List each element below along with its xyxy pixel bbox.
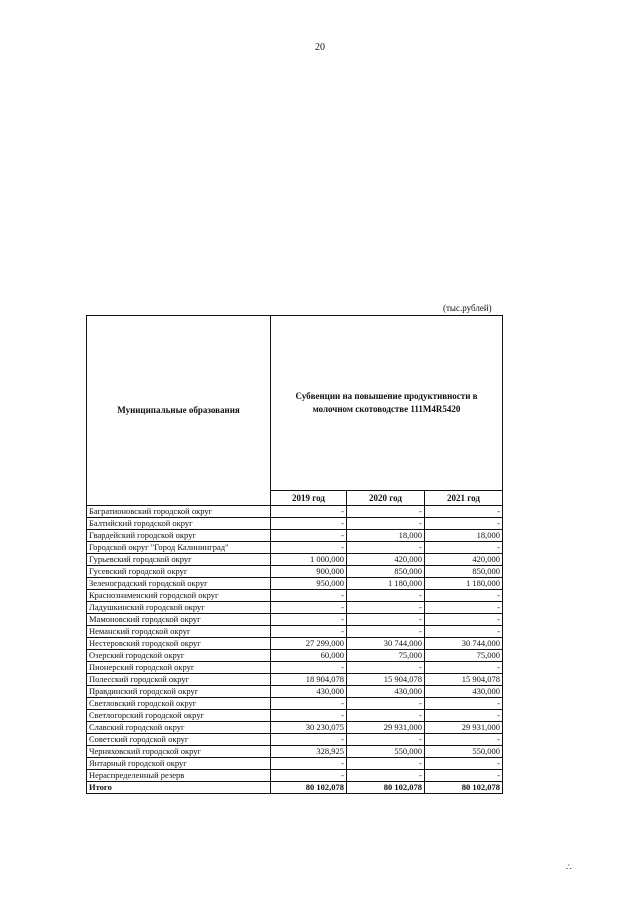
municipality-name: Гурьевский городской округ: [87, 554, 271, 566]
municipality-name: Краснознаменский городской округ: [87, 590, 271, 602]
municipality-name: Гусевский городской округ: [87, 566, 271, 578]
value-2019: 1 000,000: [271, 554, 347, 566]
value-2021: -: [425, 662, 503, 674]
value-2021: 75,000: [425, 650, 503, 662]
value-2020: -: [347, 698, 425, 710]
value-2019: -: [271, 626, 347, 638]
value-2021: -: [425, 710, 503, 722]
municipality-name: Балтийский городской округ: [87, 518, 271, 530]
value-2020: -: [347, 602, 425, 614]
value-2019: -: [271, 734, 347, 746]
table-row: [87, 734, 503, 746]
value-2020: 850,000: [347, 566, 425, 578]
table-row: [87, 710, 503, 722]
table-row: [87, 530, 503, 542]
value-2019: -: [271, 602, 347, 614]
municipality-name: Итого: [87, 782, 271, 794]
value-2020: 1 180,000: [347, 578, 425, 590]
value-2019: -: [271, 590, 347, 602]
value-2020: 430,000: [347, 686, 425, 698]
value-2020: -: [347, 626, 425, 638]
value-2019: -: [271, 530, 347, 542]
municipality-name: Янтарный городской округ: [87, 758, 271, 770]
value-2019: -: [271, 614, 347, 626]
municipality-name: Светлогорский городской округ: [87, 710, 271, 722]
page-number: 20: [315, 42, 325, 53]
municipality-name: Черняховский городской округ: [87, 746, 271, 758]
value-2020: 30 744,000: [347, 638, 425, 650]
value-2021: 550,000: [425, 746, 503, 758]
value-2019: -: [271, 770, 347, 782]
value-2020: 75,000: [347, 650, 425, 662]
municipality-name: Гвардейский городской округ: [87, 530, 271, 542]
value-2020: -: [347, 518, 425, 530]
municipality-name: Правдинский городской округ: [87, 686, 271, 698]
value-2019: 900,000: [271, 566, 347, 578]
value-2021: -: [425, 626, 503, 638]
value-2021: -: [425, 734, 503, 746]
value-2021: -: [425, 518, 503, 530]
table-row: [87, 686, 503, 698]
value-2021: -: [425, 770, 503, 782]
table-row: [87, 758, 503, 770]
header-subvention: Субвенции на повышение продуктивности в молочном скотоводстве 111М4R5420: [271, 316, 503, 491]
table-row: [87, 698, 503, 710]
value-2019: -: [271, 698, 347, 710]
value-2021: -: [425, 602, 503, 614]
value-2020: 15 904,078: [347, 674, 425, 686]
table-row: [87, 542, 503, 554]
value-2021: 30 744,000: [425, 638, 503, 650]
value-2019: 27 299,000: [271, 638, 347, 650]
table-row: [87, 626, 503, 638]
municipality-name: Пионерский городской округ: [87, 662, 271, 674]
value-2021: 80 102,078: [425, 782, 503, 794]
value-2019: -: [271, 506, 347, 518]
municipality-name: Советский городской округ: [87, 734, 271, 746]
municipality-name: Городской округ "Город Калининград": [87, 542, 271, 554]
value-2019: -: [271, 758, 347, 770]
value-2021: -: [425, 758, 503, 770]
table-row: [87, 590, 503, 602]
value-2019: 18 904,078: [271, 674, 347, 686]
municipality-name: Славский городской округ: [87, 722, 271, 734]
municipality-name: Багратионовский городской округ: [87, 506, 271, 518]
value-2021: 1 180,000: [425, 578, 503, 590]
municipality-name: Светловский городской округ: [87, 698, 271, 710]
value-2021: 15 904,078: [425, 674, 503, 686]
table-row: [87, 770, 503, 782]
table-header-row: [87, 316, 503, 491]
value-2021: -: [425, 506, 503, 518]
value-2019: 30 230,075: [271, 722, 347, 734]
value-2021: 420,000: [425, 554, 503, 566]
value-2021: 29 931,000: [425, 722, 503, 734]
value-2020: 420,000: [347, 554, 425, 566]
municipality-name: Ладушкинский городской округ: [87, 602, 271, 614]
value-2020: 550,000: [347, 746, 425, 758]
table-body: [87, 506, 503, 794]
municipality-name: Неманский городской округ: [87, 626, 271, 638]
header-year-2020: 2020 год: [347, 491, 425, 506]
table-row: [87, 638, 503, 650]
header-year-2021: 2021 год: [425, 491, 503, 506]
value-2019: 950,000: [271, 578, 347, 590]
table-row: [87, 518, 503, 530]
value-2020: -: [347, 770, 425, 782]
municipality-name: Нераспределенный резерв: [87, 770, 271, 782]
units-label: (тыс.рублей): [443, 303, 492, 313]
value-2021: 18,000: [425, 530, 503, 542]
municipality-name: Озерский городской округ: [87, 650, 271, 662]
subvention-table: [86, 315, 503, 794]
value-2020: -: [347, 734, 425, 746]
table-row: [87, 506, 503, 518]
municipality-name: Мамоновский городской округ: [87, 614, 271, 626]
value-2020: -: [347, 710, 425, 722]
value-2020: 29 931,000: [347, 722, 425, 734]
header-municipal: Муниципальные образования: [87, 316, 271, 506]
table-row: [87, 650, 503, 662]
value-2021: -: [425, 542, 503, 554]
table-row: [87, 602, 503, 614]
table-row: [87, 722, 503, 734]
value-2019: -: [271, 518, 347, 530]
table-row: [87, 614, 503, 626]
value-2019: -: [271, 662, 347, 674]
table-row: [87, 746, 503, 758]
value-2020: -: [347, 542, 425, 554]
value-2021: 850,000: [425, 566, 503, 578]
value-2021: -: [425, 698, 503, 710]
value-2020: 80 102,078: [347, 782, 425, 794]
municipality-name: Нестеровский городской округ: [87, 638, 271, 650]
value-2019: 430,000: [271, 686, 347, 698]
value-2020: 18,000: [347, 530, 425, 542]
value-2021: -: [425, 590, 503, 602]
municipality-name: Зеленоградский городской округ: [87, 578, 271, 590]
value-2020: -: [347, 662, 425, 674]
value-2019: 328,925: [271, 746, 347, 758]
value-2019: -: [271, 542, 347, 554]
municipality-name: Полесский городской округ: [87, 674, 271, 686]
table-row: [87, 662, 503, 674]
value-2020: -: [347, 758, 425, 770]
table-row: [87, 566, 503, 578]
value-2019: 60,000: [271, 650, 347, 662]
value-2020: -: [347, 590, 425, 602]
value-2019: -: [271, 710, 347, 722]
scan-mark: ∴: [566, 862, 572, 872]
value-2021: 430,000: [425, 686, 503, 698]
total-row: [87, 782, 503, 794]
value-2020: -: [347, 506, 425, 518]
value-2020: -: [347, 614, 425, 626]
table-row: [87, 578, 503, 590]
table-row: [87, 554, 503, 566]
value-2019: 80 102,078: [271, 782, 347, 794]
value-2021: -: [425, 614, 503, 626]
table-row: [87, 674, 503, 686]
header-year-2019: 2019 год: [271, 491, 347, 506]
